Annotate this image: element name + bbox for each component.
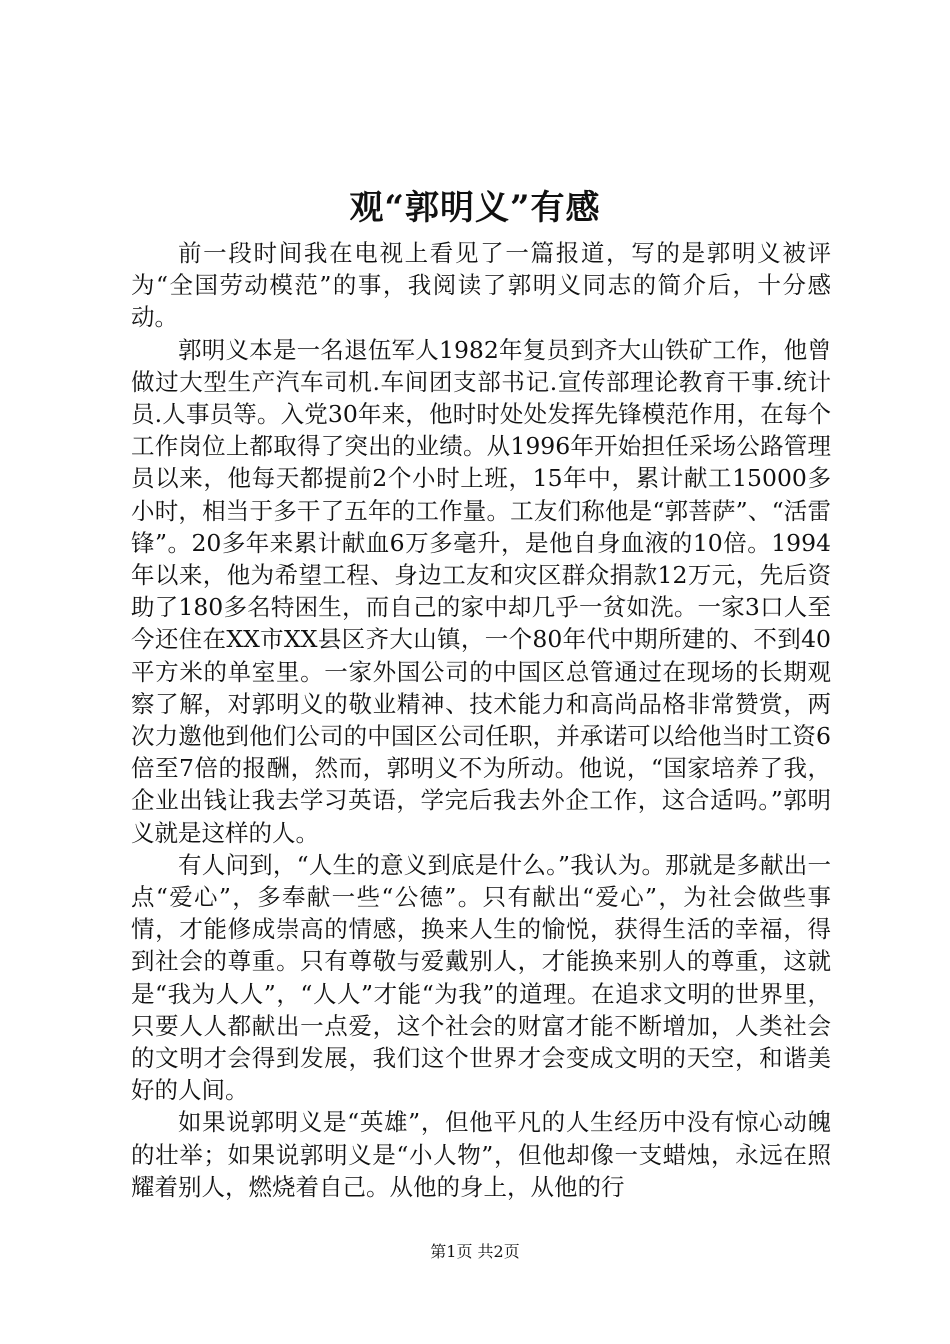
document-body (131, 237, 831, 1203)
paragraph-2: 郭明义本是一名退伍军人1982年复员到齐大山铁矿工作，他曾做过大型生产汽车司机.车间团支部书记.宣传部理论教育干事.统计员.人事员等。入党30年来，他时时处处发挥先锋模范作用，在每个工作岗位上都取得了突出的业绩。从1996年开始担任采场公路管理员以来，他每天都提前2个小时上班，15年中，累计献工15000多小时，相当于多干了五年的工作量。工友们称他是“郭菩萨”、“活雷锋”。20多年来累计献血6万多毫升，是他自身血液的10倍。1994年以来，他为希望工程、身边工友和灾区群众捐款12万元，先后资助了180多名特困生，而自己的家中却几乎一贫如洗。一家3口人至今还住在XX市XX县区齐大山镇，一个80年代中期所建的、不到40平方米的单室里。一家外国公司的中国区总管通过在现场的长期观察了解，对郭明义的敬业精神、技术能力和高尚品格非常赞赏，两次力邀他到他们公司的中国区公司任职，并承诺可以给他当时工资6倍至7倍的报酬，然而，郭明义不为所动。他说，“国家培养了我，企业出钱让我去学习英语，学完后我去外企工作，这合适吗。”郭明义就是这样的人。 (131, 335, 831, 847)
paragraph-1: 前一段时间我在电视上看见了一篇报道，写的是郭明义被评为“全国劳动模范”的事，我阅读了郭明义同志的简介后，十分感动。 (131, 239, 831, 332)
paragraph-4: 如果说郭明义是“英雄”，但他平凡的人生经历中没有惊心动魄的壮举；如果说郭明义是“小人物”，但他却像一支蜡烛，永远在照耀着别人，燃烧着自己。从他的身上，从他的行 (131, 1108, 831, 1201)
paragraph-3: 有人问到，“人生的意义到底是什么。”我认为。那就是多献出一点“爱心”，多奉献一些“公德”。只有献出“爱心”，为社会做些事情，才能修成崇高的情感，换来人生的愉悦，获得生活的幸福，得到社会的尊重。只有尊敬与爱戴别人，才能换来别人的尊重，这就是“我为人人”，“人人”才能“为我”的道理。在追求文明的世界里，只要人人都献出一点爱，这个社会的财富才能不断增加，人类社会的文明才会得到发展，我们这个世界才会变成文明的天空，和谐美好的人间。 (131, 850, 831, 1105)
page-footer: 第1页 共2页 (430, 1242, 520, 1261)
document-title: 观“郭明义”有感 (349, 188, 601, 228)
